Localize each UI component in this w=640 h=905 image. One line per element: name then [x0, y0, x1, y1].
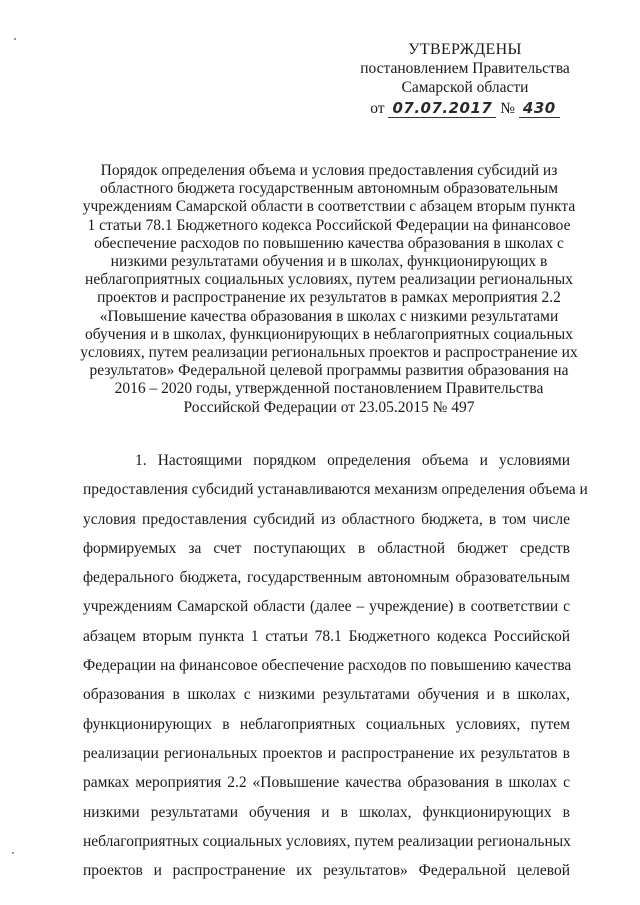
title-line: учреждениям Самарской области в соответствии с абзацем вторым пункта [82, 198, 576, 216]
approval-heading: УТВЕРЖДЕНЫ [408, 41, 522, 58]
title-line: «Повышение качества образования в школах с низкими результатами [99, 307, 559, 325]
body-line: образования в школах с низкими результатами обучения и в школах, [83, 686, 570, 704]
body-line: Федерации на финансовое обеспечение расходов по повышению качества [83, 657, 572, 675]
approval-line-1: постановлением Правительства [360, 60, 570, 77]
title-line: Порядок определения объема и условия предоставления субсидий из [100, 162, 558, 179]
title-line: неблагоприятных социальных условиях, путем реализации региональных [85, 271, 573, 289]
document-title [78, 162, 580, 417]
body-line: рамках мероприятия 2.2 «Повышение качества образования в школах с [83, 774, 570, 792]
scan-speck [12, 852, 14, 854]
title-line: обеспечение расходов по повышению качества образования в школах с [94, 234, 564, 252]
handwritten-number: 430 [519, 99, 560, 118]
handwritten-date: 07.07.2017 [388, 99, 496, 118]
title-line: проектов и распространение их результатов в рамках мероприятия 2.2 [97, 289, 561, 307]
body-line: низкими результатами обучения и в школах, функционирующих в [83, 803, 570, 821]
paragraph-1 [83, 446, 588, 885]
body-line: реализации региональных проектов и распространение их результатов в [83, 744, 570, 762]
scan-speck [14, 38, 16, 40]
approval-stamp-block [340, 40, 590, 118]
body-line: функционирующих в неблагоприятных социальных условиях, путем [83, 715, 570, 733]
approval-date-line [340, 99, 590, 118]
title-line: 1 статьи 78.1 Бюджетного кодекса Российской Федерации на финансовое [87, 216, 571, 234]
body-line: формируемых за счет поступающих в областной бюджет средств [83, 539, 570, 557]
title-line: низкими результатами обучения и в школах, функционирующих в [110, 253, 548, 271]
approval-line-2: Самарской области [401, 79, 529, 96]
body-line: федерального бюджета, государственным автономным образовательным [83, 569, 570, 587]
body-line: неблагоприятных социальных условиях, путем реализации региональных [83, 832, 571, 850]
number-sign: № [500, 100, 516, 117]
title-line: 2016 – 2020 годы, утвержденной постановлением Правительства [114, 380, 544, 398]
title-line: областного бюджета государственным автономным образовательным [99, 180, 559, 198]
title-line: условиях, путем реализации региональных проектов и распространение их [80, 344, 578, 362]
body-line: учреждениям Самарской области (далее – учреждение) в соответствии с [83, 598, 570, 616]
title-line: обучения и в школах, функционирующих в неблагоприятных социальных [85, 325, 573, 343]
title-line: Российской Федерации от 23.05.2015 № 497 [183, 398, 475, 416]
body-line: предоставления субсидий устанавливаются механизм определения объема и [83, 481, 588, 499]
body-line: 1. Настоящими порядком определения объема и условиями [135, 452, 570, 469]
body-line: абзацем вторым пункта 1 статьи 78.1 Бюджетного кодекса Российской [83, 627, 570, 645]
body-line: условия предоставления субсидий из областного бюджета, в том числе [83, 510, 570, 528]
title-line: результатов» Федеральной целевой программы развития образования на [89, 362, 569, 380]
date-prefix: от [370, 100, 385, 117]
body-line: проектов и распространение их результатов» Федеральной целевой [83, 862, 570, 880]
